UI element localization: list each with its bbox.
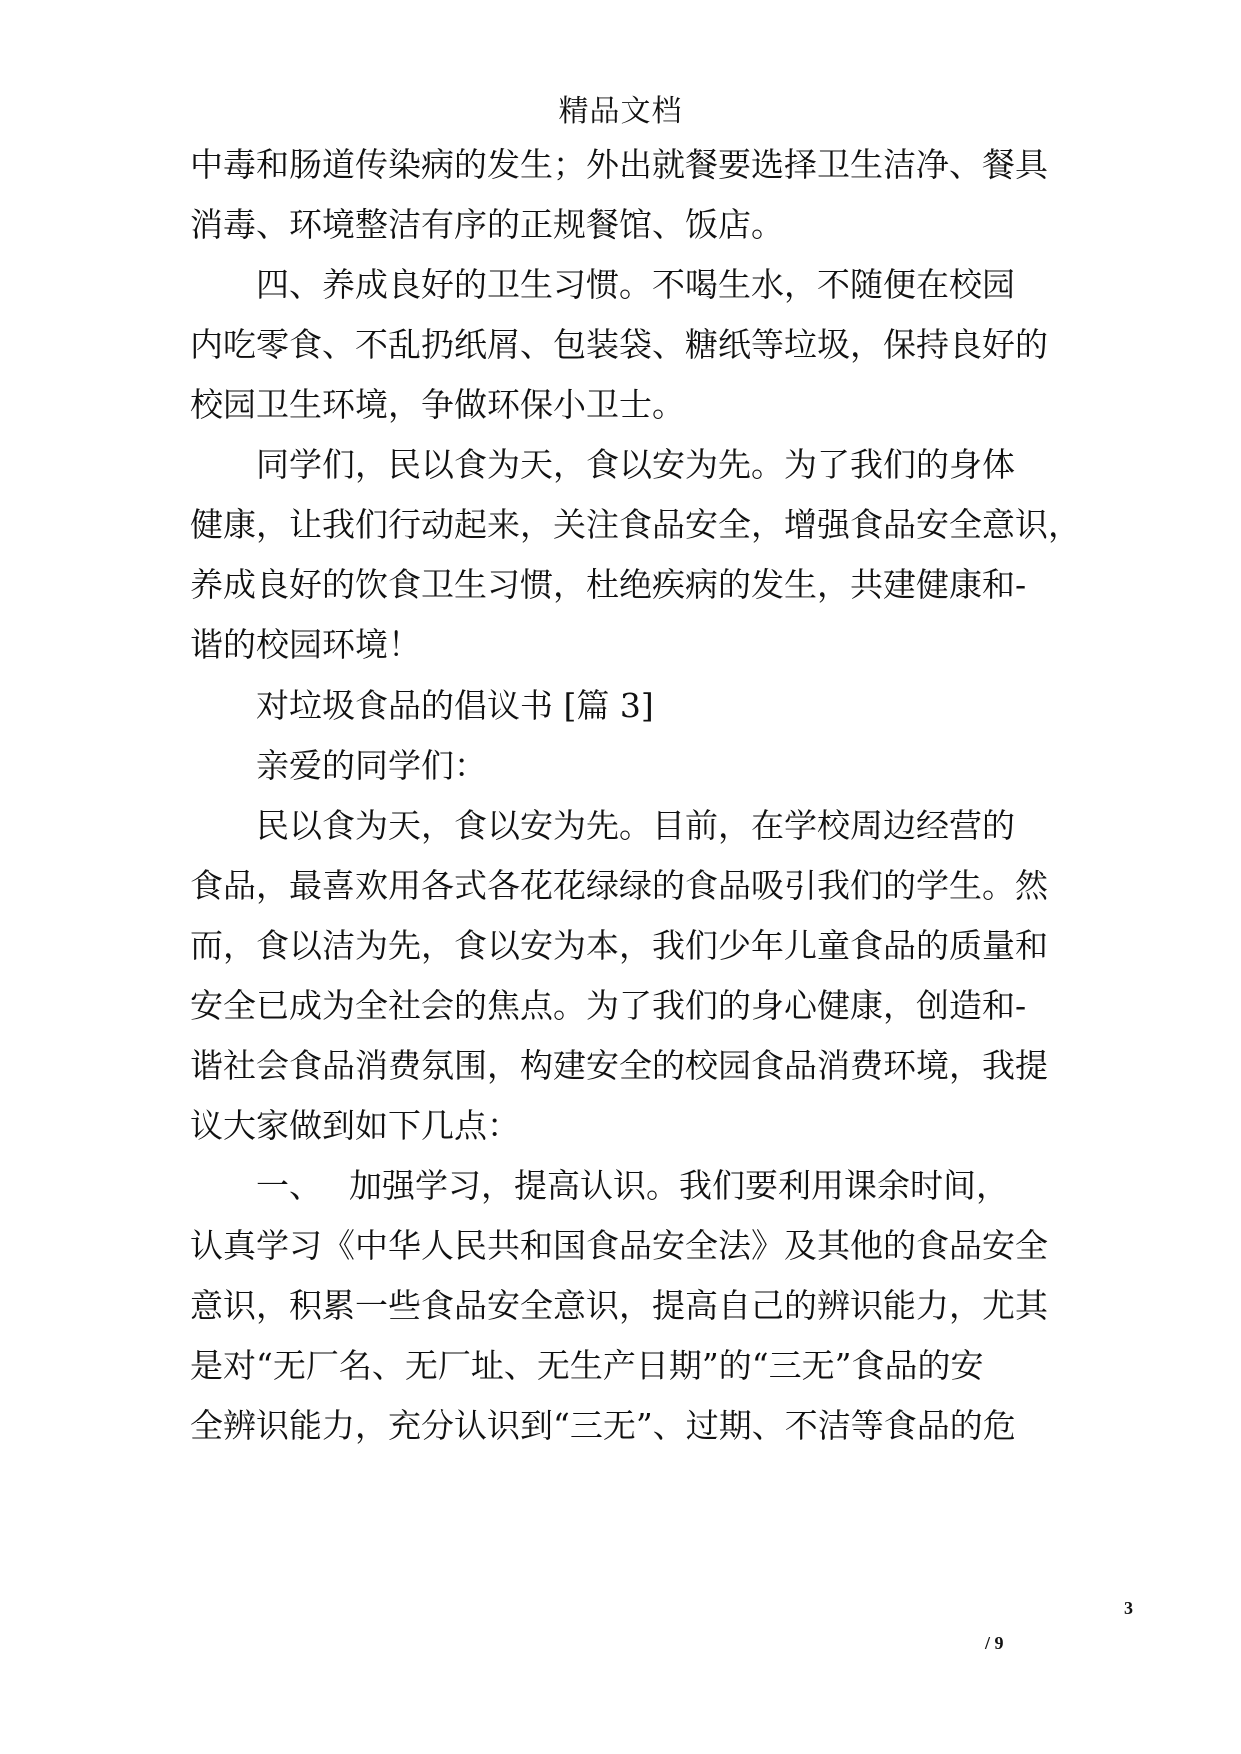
page-header-title: 精品文档 (558, 94, 683, 129)
text-line: 一、 加强学习，提高认识。我们要利用课余时间， (190, 1166, 1009, 1205)
text-line: 认真学习《中华人民共和国食品安全法》及其他的食品安全 (190, 1226, 1048, 1265)
page-total: / 9 (985, 1633, 1004, 1653)
text-line: 食品，最喜欢用各式各花花绿绿的食品吸引我们的学生。然 (190, 866, 1048, 905)
section-heading: 对垃圾食品的倡议书 [篇 3] (190, 686, 654, 725)
text-line: 安全已成为全社会的焦点。为了我们的身心健康，创造和- (190, 986, 1027, 1025)
text-line: 意识，积累一些食品安全意识，提高自己的辨识能力，尤其 (190, 1286, 1048, 1325)
text-line: 消毒、环境整洁有序的正规餐馆、饭店。 (190, 205, 784, 244)
text-line: 养成良好的饮食卫生习惯，杜绝疾病的发生，共建健康和- (190, 565, 1027, 604)
text-line: 全辨识能力，充分认识到“三无”、过期、不洁等食品的危 (190, 1406, 1016, 1445)
text-line: 民以食为天，食以安为先。目前，在学校周边经营的 (190, 806, 1015, 845)
text-line: 谐社会食品消费氛围，构建安全的校园食品消费环境，我提 (190, 1046, 1048, 1085)
text-line: 校园卫生环境，争做环保小卫士。 (190, 385, 685, 424)
salutation: 亲爱的同学们： (190, 746, 487, 785)
page-number: 3 (1124, 1598, 1133, 1618)
text-line: 而，食以洁为先，食以安为本，我们少年儿童食品的质量和 (190, 926, 1048, 965)
text-line: 议大家做到如下几点： (190, 1106, 520, 1145)
text-line: 健康，让我们行动起来，关注食品安全，增强食品安全意识， (190, 505, 1081, 544)
text-line: 同学们，民以食为天，食以安为先。为了我们的身体 (190, 445, 1015, 484)
text-line: 中毒和肠道传染病的发生；外出就餐要选择卫生洁净、餐具 (190, 145, 1048, 184)
text-line: 是对“无厂名、无厂址、无生产日期”的“三无”食品的安 (190, 1346, 984, 1385)
text-line: 四、养成良好的卫生习惯。不喝生水，不随便在校园 (190, 265, 1015, 304)
text-line: 内吃零食、不乱扔纸屑、包装袋、糖纸等垃圾，保持良好的 (190, 325, 1048, 364)
text-line: 谐的校园环境！ (190, 625, 421, 664)
